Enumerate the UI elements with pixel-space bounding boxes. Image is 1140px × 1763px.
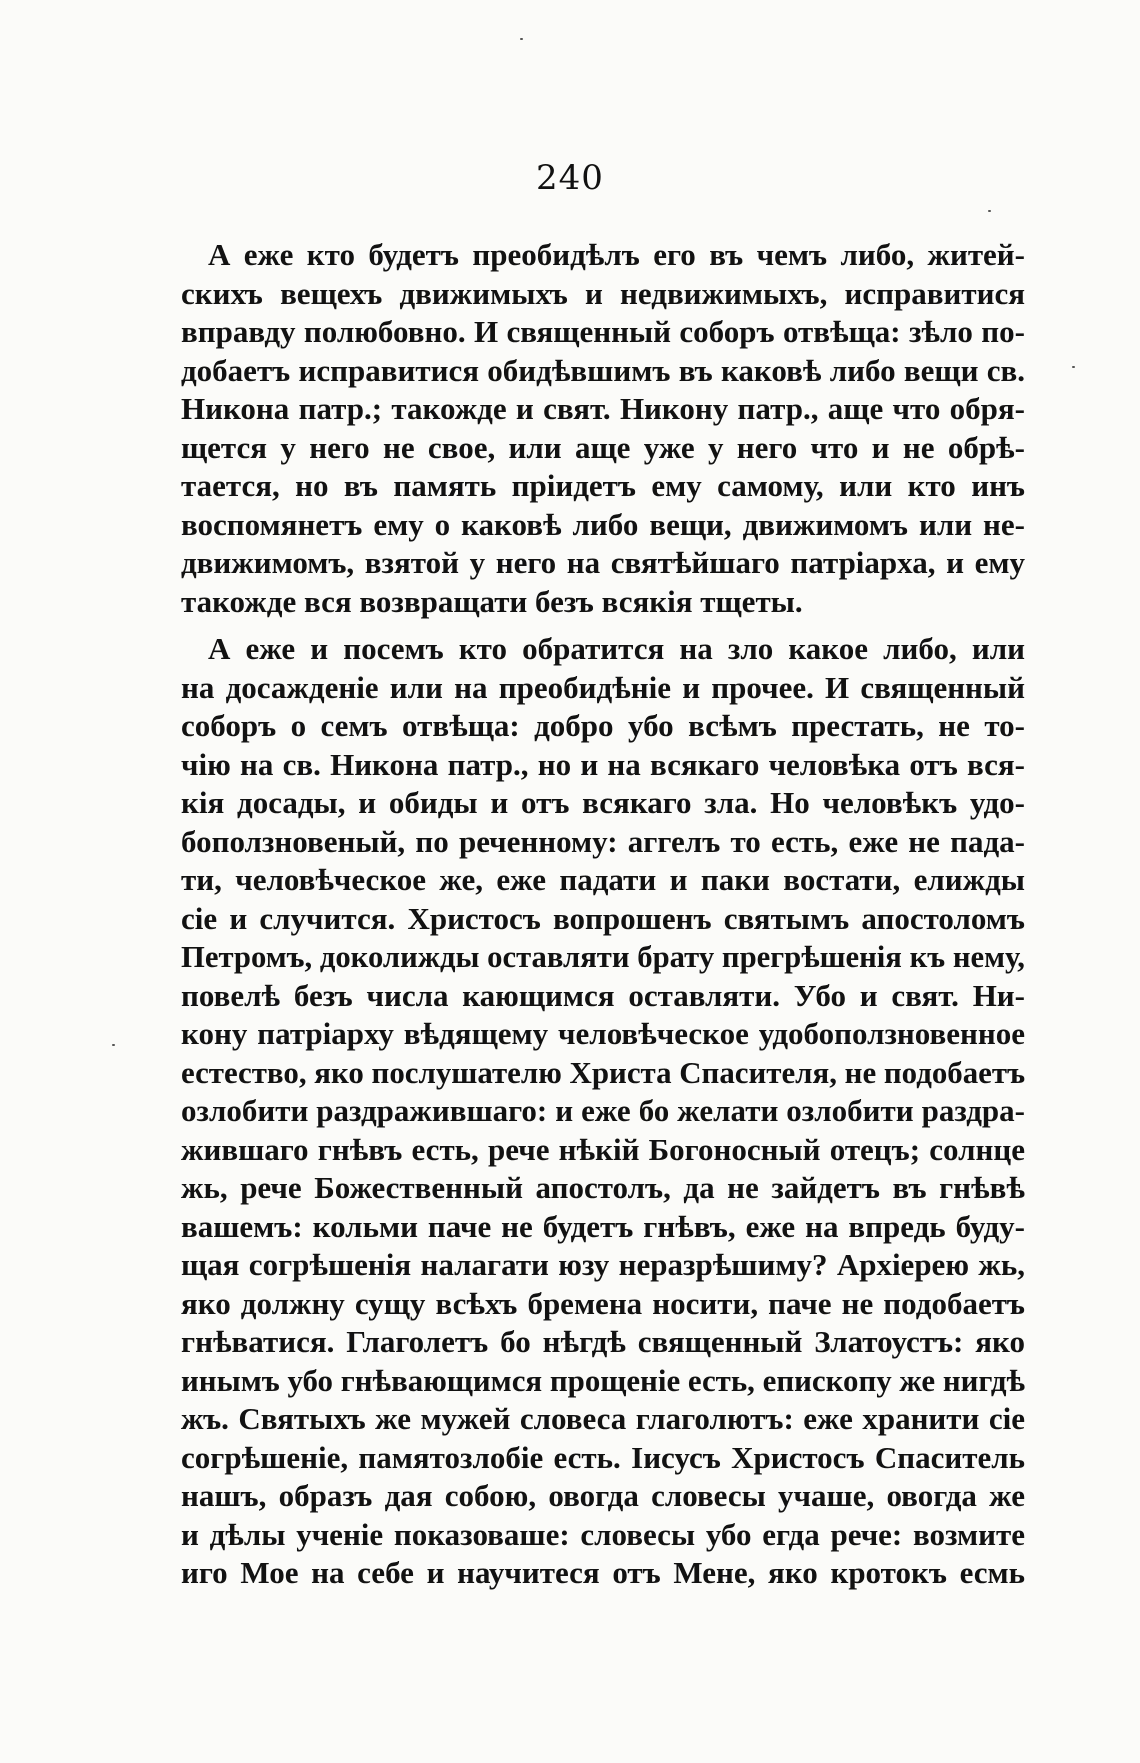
- text-line: повелѣ безъ числа кающимся оставляти. Убо и свят. Ни-: [181, 977, 1025, 1013]
- text-line: инымъ убо гнѣвающимся прощеніе есть, епископу же нигдѣ: [181, 1362, 1026, 1398]
- text-line: гнѣватися. Глаголетъ бо нѣгдѣ священный Златоустъ: яко: [181, 1324, 1025, 1359]
- text-line: щется у него не свое, или аще уже у него что и не обрѣ-: [181, 429, 1025, 465]
- text-line: щая согрѣшенія налагати юзу неразрѣшиму? Архіерею жь,: [181, 1247, 1025, 1282]
- text-line: ти, человѣческое же, еже падати и паки востати, елижды: [181, 862, 1025, 897]
- text-line: скихъ вещехъ движимыхъ и недвижимыхъ, исправитися: [181, 275, 1025, 311]
- text-line: сіе и случится. Христосъ вопрошенъ святымъ апостоломъ: [181, 900, 1025, 936]
- text-line: Петромъ, доколижды оставляти брату прегрѣшенія къ нему,: [181, 939, 1025, 974]
- scan-speck: [988, 210, 991, 212]
- text-line: чію на св. Никона патр., но и на всякаго человѣка отъ вся-: [181, 746, 1025, 782]
- paragraph-gap: [181, 621, 1025, 630]
- text-line: на досажденіе или на преобидѣніе и прочее. И священный: [181, 669, 1025, 705]
- text-line: жъ. Святыхъ же мужей словеса глаголютъ: еже хранити сіе: [181, 1401, 1025, 1436]
- text-line: соборъ о семъ отвѣща: добро убо всѣмъ престать, не то-: [181, 708, 1025, 743]
- text-line-last: такожде вся возвращати безъ всякія тщеты.: [181, 583, 803, 619]
- text-line: добаетъ исправитися обидѣвшимъ въ каковѣ либо вещи св.: [181, 352, 1025, 388]
- text-line: иго Мое на себе и научитеся отъ Мене, яко кротокъ есмь: [181, 1555, 1025, 1590]
- scan-speck: [520, 38, 523, 40]
- text-line: согрѣшеніе, памятозлобіе есть. Іисусъ Христосъ Спаситель: [181, 1439, 1025, 1475]
- text-line: вправду полюбовно. И священный соборъ отвѣща: зѣло по-: [181, 314, 1025, 349]
- text-line: боползновеный, по реченному: аггелъ то есть, еже не пада-: [181, 823, 1025, 859]
- text-line: вашемъ: кольми паче не будетъ гнѣвъ, еже на впредь буду-: [181, 1208, 1025, 1244]
- text-line: жь, рече Божественный апостолъ, да не зайдетъ въ гнѣвѣ: [181, 1170, 1025, 1205]
- text-line: движимомъ, взятой у него на святѣйшаго патріарха, и ему: [181, 545, 1025, 580]
- text-line: озлобити раздражившаго: и еже бо желати озлобити раздра-: [181, 1093, 1025, 1128]
- scan-speck: [1072, 366, 1075, 368]
- page-number: 240: [536, 158, 604, 198]
- text-line: яко должну сущу всѣхъ бремена носити, паче не подобаетъ: [181, 1285, 1025, 1321]
- text-line: нашъ, образъ дая собою, овогда словесы учаше, овогда же: [181, 1478, 1025, 1513]
- text-line: кія досады, и обиды и отъ всякаго зла. Но человѣкъ удо-: [181, 785, 1025, 820]
- text-line: естество, яко послушателю Христа Спасителя, не подобаетъ: [181, 1054, 1026, 1090]
- body-text: [181, 236, 1025, 1593]
- text-line: А еже кто будетъ преобидѣлъ его въ чемъ либо, житей-: [208, 237, 1025, 272]
- text-line: Никона патр.; такожде и свят. Никону патр., аще что обря-: [181, 391, 1025, 426]
- text-line: кону патріарху вѣдящему человѣческое удобоползновенное: [181, 1016, 1025, 1051]
- text-line: жившаго гнѣвъ есть, рече нѣкій Богоносный отецъ; солнце: [181, 1131, 1025, 1167]
- paragraph-2: [181, 630, 1025, 1593]
- text-line: и дѣлы ученіе показоваше: словесы убо егда рече: возмите: [181, 1516, 1025, 1552]
- text-line: тается, но въ память пріидетъ ему самому, или кто инъ: [181, 468, 1025, 503]
- text-line: воспомянетъ ему о каковѣ либо вещи, движимомъ или не-: [181, 506, 1025, 542]
- paragraph-1: [181, 236, 1025, 621]
- scan-speck: [112, 1044, 115, 1046]
- text-line: А еже и посемъ кто обратится на зло какое либо, или: [208, 631, 1025, 666]
